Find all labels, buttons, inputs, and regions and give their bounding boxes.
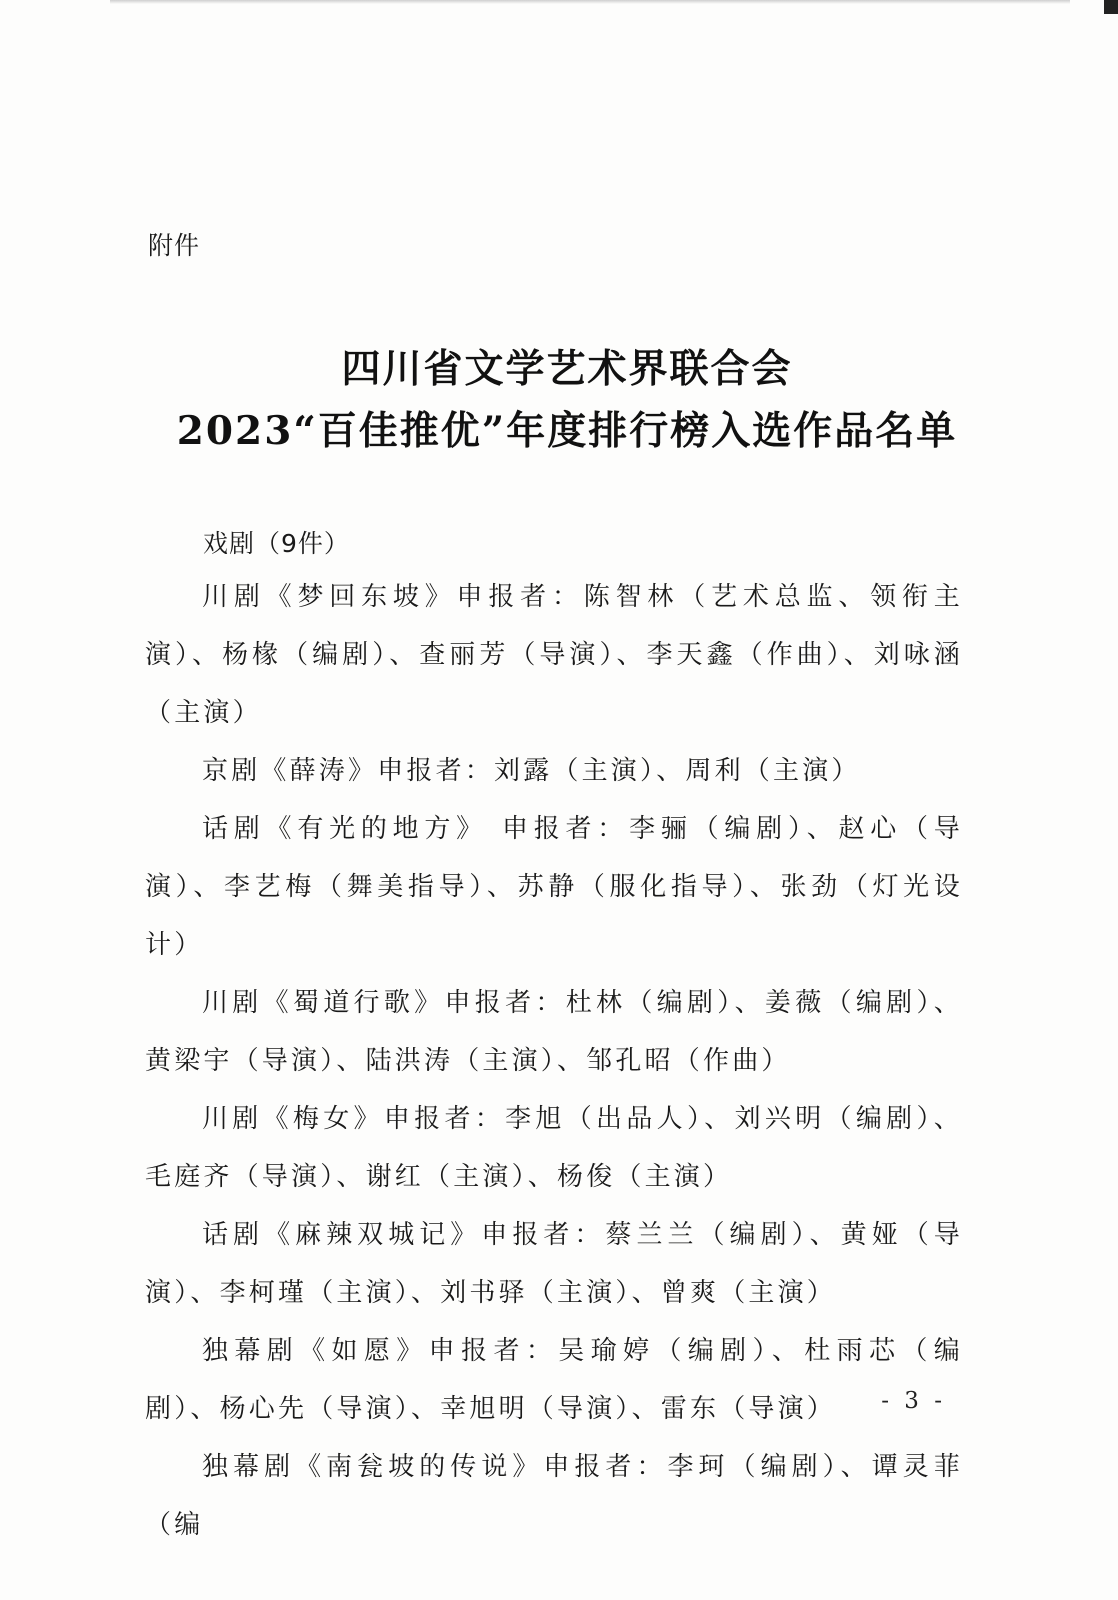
entry-item: 川剧《梅女》申报者：李旭（出品人）、刘兴明（编剧）、毛庭齐（导演）、谢红（主演）、杨俊（主演） bbox=[145, 1104, 963, 1192]
document-title-line-2: 2023“百佳推优”年度排行榜入选作品名单 bbox=[176, 408, 958, 454]
entry-item: 川剧《蜀道行歌》申报者：杜林（编剧）、姜薇（编剧）、黄梁宇（导演）、陆洪涛（主演）、邹孔昭（作曲） bbox=[145, 988, 963, 1076]
scan-shadow-top bbox=[110, 0, 1070, 4]
attachment-label: 附件 bbox=[148, 231, 201, 260]
section-heading: 戏剧（9件） bbox=[203, 529, 350, 558]
document-title-line-1: 四川省文学艺术界联合会 bbox=[341, 346, 793, 392]
scan-corner-mark bbox=[1104, 0, 1118, 14]
entry-item: 话剧《麻辣双城记》申报者：蔡兰兰（编剧）、黄娅（导演）、李柯瑾（主演）、刘书驿（主演）、曾爽（主演） bbox=[145, 1220, 963, 1308]
page-number: - 3 - bbox=[881, 1388, 946, 1414]
entry-item: 京剧《薛涛》申报者：刘露（主演）、周利（主演） bbox=[202, 756, 861, 786]
entry-item: 川剧《梦回东坡》申报者：陈智林（艺术总监、领衔主演）、杨椽（编剧）、查丽芳（导演）、李天鑫（作曲）、刘咏涵（主演） bbox=[145, 582, 963, 728]
entry-item: 独幕剧《如愿》申报者：吴瑜婷（编剧）、杜雨芯（编剧）、杨心先（导演）、幸旭明（导演）、雷东（导演） bbox=[145, 1336, 963, 1424]
entry-list bbox=[145, 568, 963, 1554]
entry-item: 独幕剧《南瓮坡的传说》申报者：李珂（编剧）、谭灵菲（编 bbox=[145, 1452, 963, 1540]
entry-item: 话剧《有光的地方》 申报者：李骊（编剧）、赵心（导演）、李艺梅（舞美指导）、苏静（服化指导）、张劲（灯光设计） bbox=[145, 814, 963, 960]
